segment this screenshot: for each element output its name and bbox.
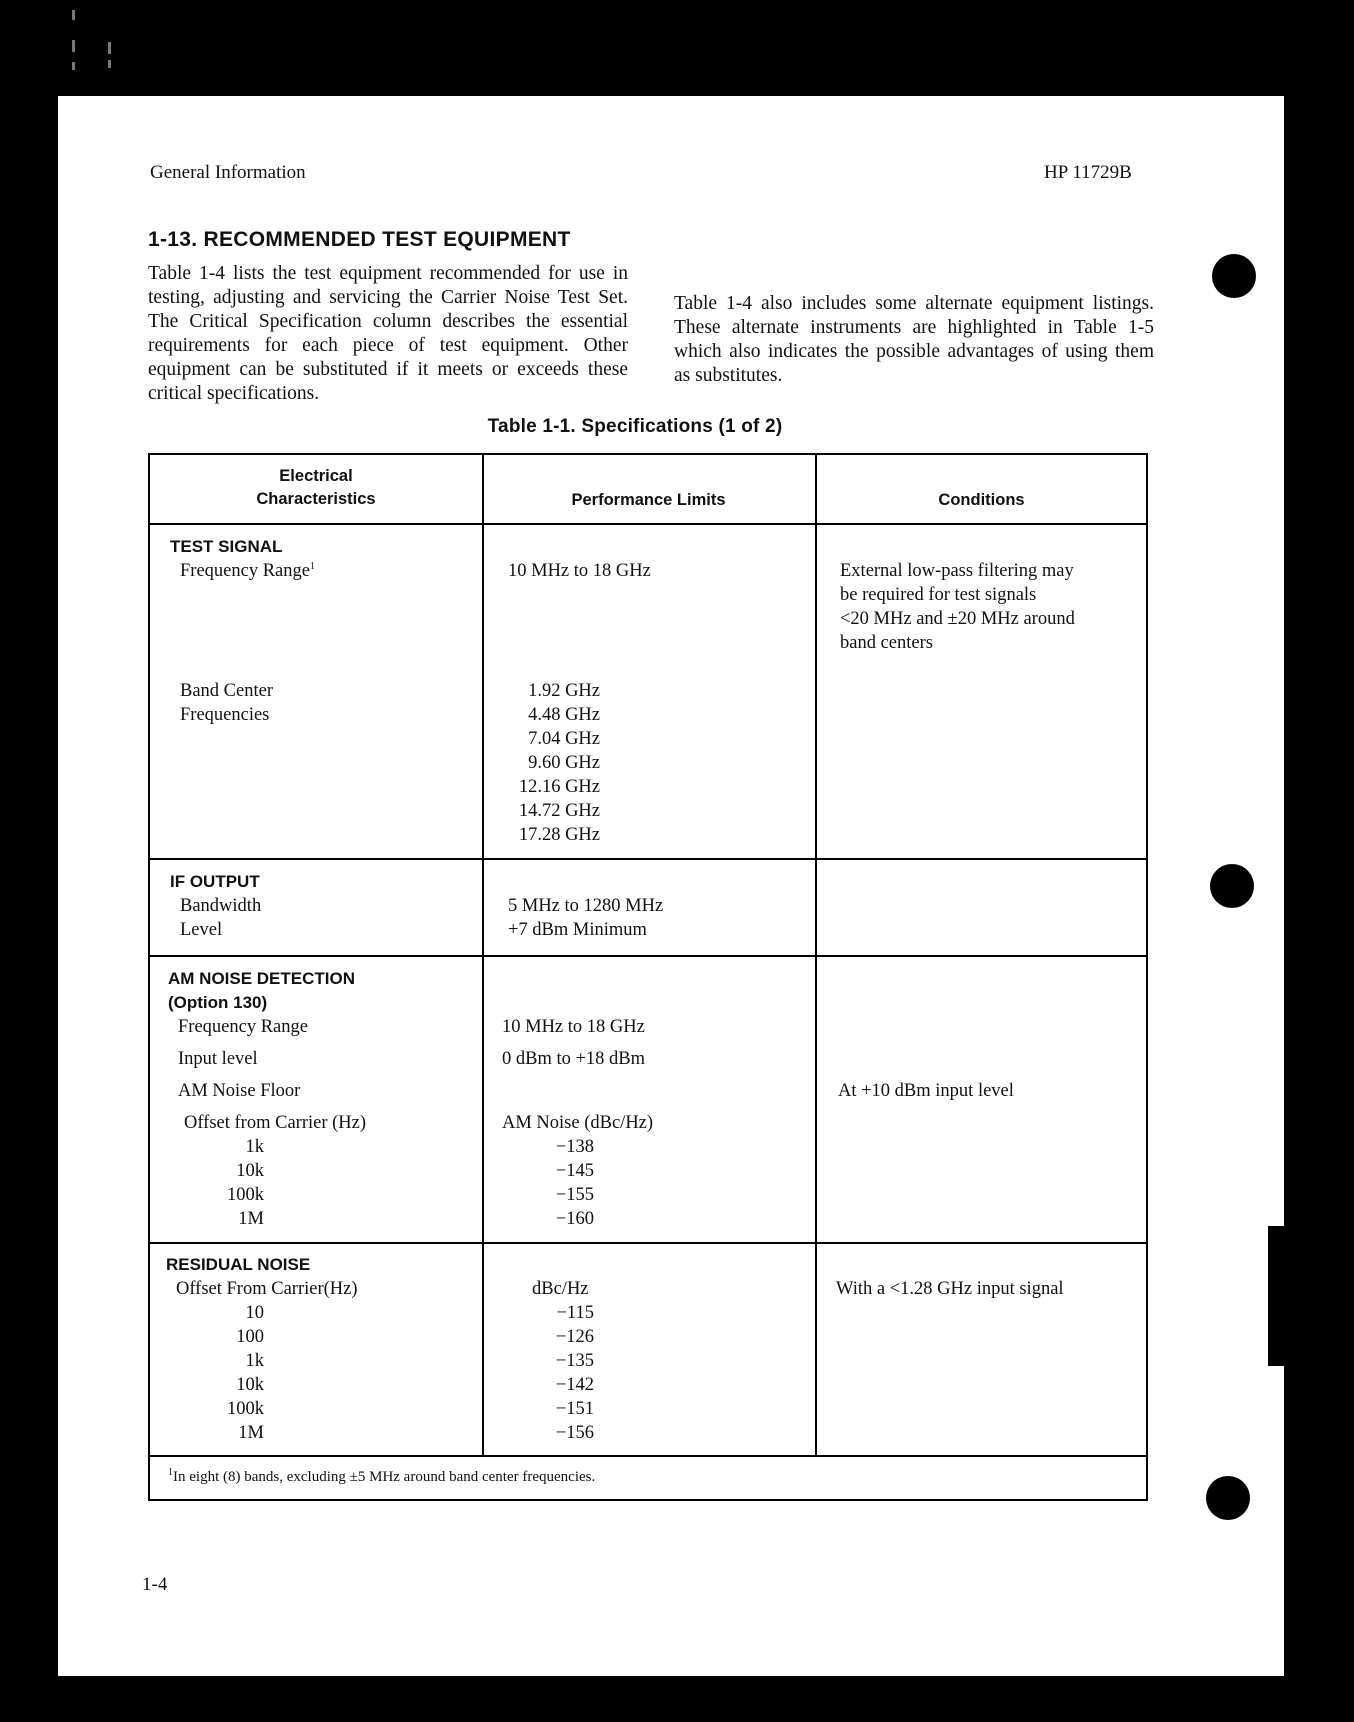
group-heading-am-noise-detection: AM NOISE DETECTION (Option 130) xyxy=(168,969,356,1012)
label-residual-offset: Offset From Carrier(Hz) xyxy=(176,1279,358,1299)
label-am-frequency-range: Frequency Range xyxy=(178,1017,308,1037)
value-frequency-range: 10 MHz to 18 GHz xyxy=(508,561,651,581)
value-input-level: 0 dBm to +18 dBm xyxy=(502,1049,646,1069)
scan-speck xyxy=(72,62,75,70)
scan-speck xyxy=(72,40,75,52)
am-noise-offsets: 1k 10k 100k 1M xyxy=(227,1137,264,1229)
condition-residual-noise: With a <1.28 GHz input signal xyxy=(836,1279,1064,1299)
row-divider xyxy=(150,955,1146,957)
values-if-output: 5 MHz to 1280 MHz +7 dBm Minimum xyxy=(508,896,664,940)
table-title: Table 1-1. Specifications (1 of 2) xyxy=(487,416,783,437)
row-divider xyxy=(150,523,1146,525)
label-band-center-frequencies: Band Center Frequencies xyxy=(180,681,273,725)
value-am-frequency-range: 10 MHz to 18 GHz xyxy=(502,1017,645,1037)
section-title: 1-13. RECOMMENDED TEST EQUIPMENT xyxy=(148,228,571,251)
binder-hole-icon xyxy=(1206,1476,1250,1520)
row-divider xyxy=(150,1455,1146,1457)
binder-hole-icon xyxy=(1212,254,1256,298)
page-number: 1-4 xyxy=(142,1574,168,1595)
row-divider xyxy=(150,858,1146,860)
value-band-center-frequencies: 1.92 GHz 4.48 GHz 7.04 GHz 9.60 GHz 12.16 GHz 14.72 GHz 17.28 GHz xyxy=(518,681,600,845)
label-am-noise-units: AM Noise (dBc/Hz) xyxy=(502,1113,654,1133)
group-heading-if-output: IF OUTPUT xyxy=(170,872,260,891)
binder-hole-icon xyxy=(1210,864,1254,908)
scan-speck xyxy=(108,42,111,54)
header-electrical-characteristics: Electrical Characteristics xyxy=(256,467,376,508)
row-divider xyxy=(150,1242,1146,1244)
page-edge-artifact xyxy=(1268,1226,1284,1366)
running-header-model: HP 11729B xyxy=(1044,162,1132,183)
label-input-level: Input level xyxy=(178,1049,258,1069)
running-header-section: General Information xyxy=(150,162,306,183)
am-noise-values: −138 −145 −155 −160 xyxy=(555,1137,594,1229)
condition-low-pass-filtering: External low-pass filtering may be required for test signals <20 MHz and ±20 MHz around band centers xyxy=(840,561,1075,653)
footnote-marker: 1 xyxy=(309,560,315,572)
scan-speck xyxy=(72,10,75,20)
label-frequency-range: Frequency Range$^1$ xyxy=(180,560,315,581)
label-residual-units: dBc/Hz xyxy=(532,1279,589,1299)
section-paragraph-1: Table 1-4 lists the test equipment recommended for use in testing, adjusting and servicing the Carrier Noise Test Set. The Critical Specification column describes the essential requirements for each piece of test equipment. Other equipment can be substituted if it meets or exceeds these critical specifications. xyxy=(148,263,628,404)
group-heading-residual-noise: RESIDUAL NOISE xyxy=(166,1255,311,1274)
header-conditions: Conditions xyxy=(938,491,1025,509)
residual-noise-values: −115 −126 −135 −142 −151 −156 xyxy=(555,1303,594,1443)
footnote-marker: 1 xyxy=(168,1467,173,1478)
section-paragraph-2: Table 1-4 also includes some alternate equipment listings. These alternate instruments are highlighted in Table 1-5 which also indicates the possible advantages of using them as substitutes. xyxy=(674,293,1154,386)
document-page xyxy=(58,96,1284,1676)
condition-am-noise-floor: At +10 dBm input level xyxy=(838,1081,1014,1101)
label-offset-from-carrier: Offset from Carrier (Hz) xyxy=(184,1113,367,1133)
residual-noise-offsets: 10 100 1k 10k 100k 1M xyxy=(227,1303,264,1443)
specifications-table xyxy=(148,453,1148,1501)
header-performance-limits: Performance Limits xyxy=(571,491,726,509)
table-footnote: $^1$In eight (8) bands, excluding ±5 MHz around band center frequencies. xyxy=(168,1467,596,1485)
group-heading-test-signal: TEST SIGNAL xyxy=(170,537,283,556)
label-am-noise-floor: AM Noise Floor xyxy=(178,1081,301,1101)
labels-if-output: Bandwidth Level xyxy=(180,896,262,940)
scan-speck xyxy=(108,60,111,68)
